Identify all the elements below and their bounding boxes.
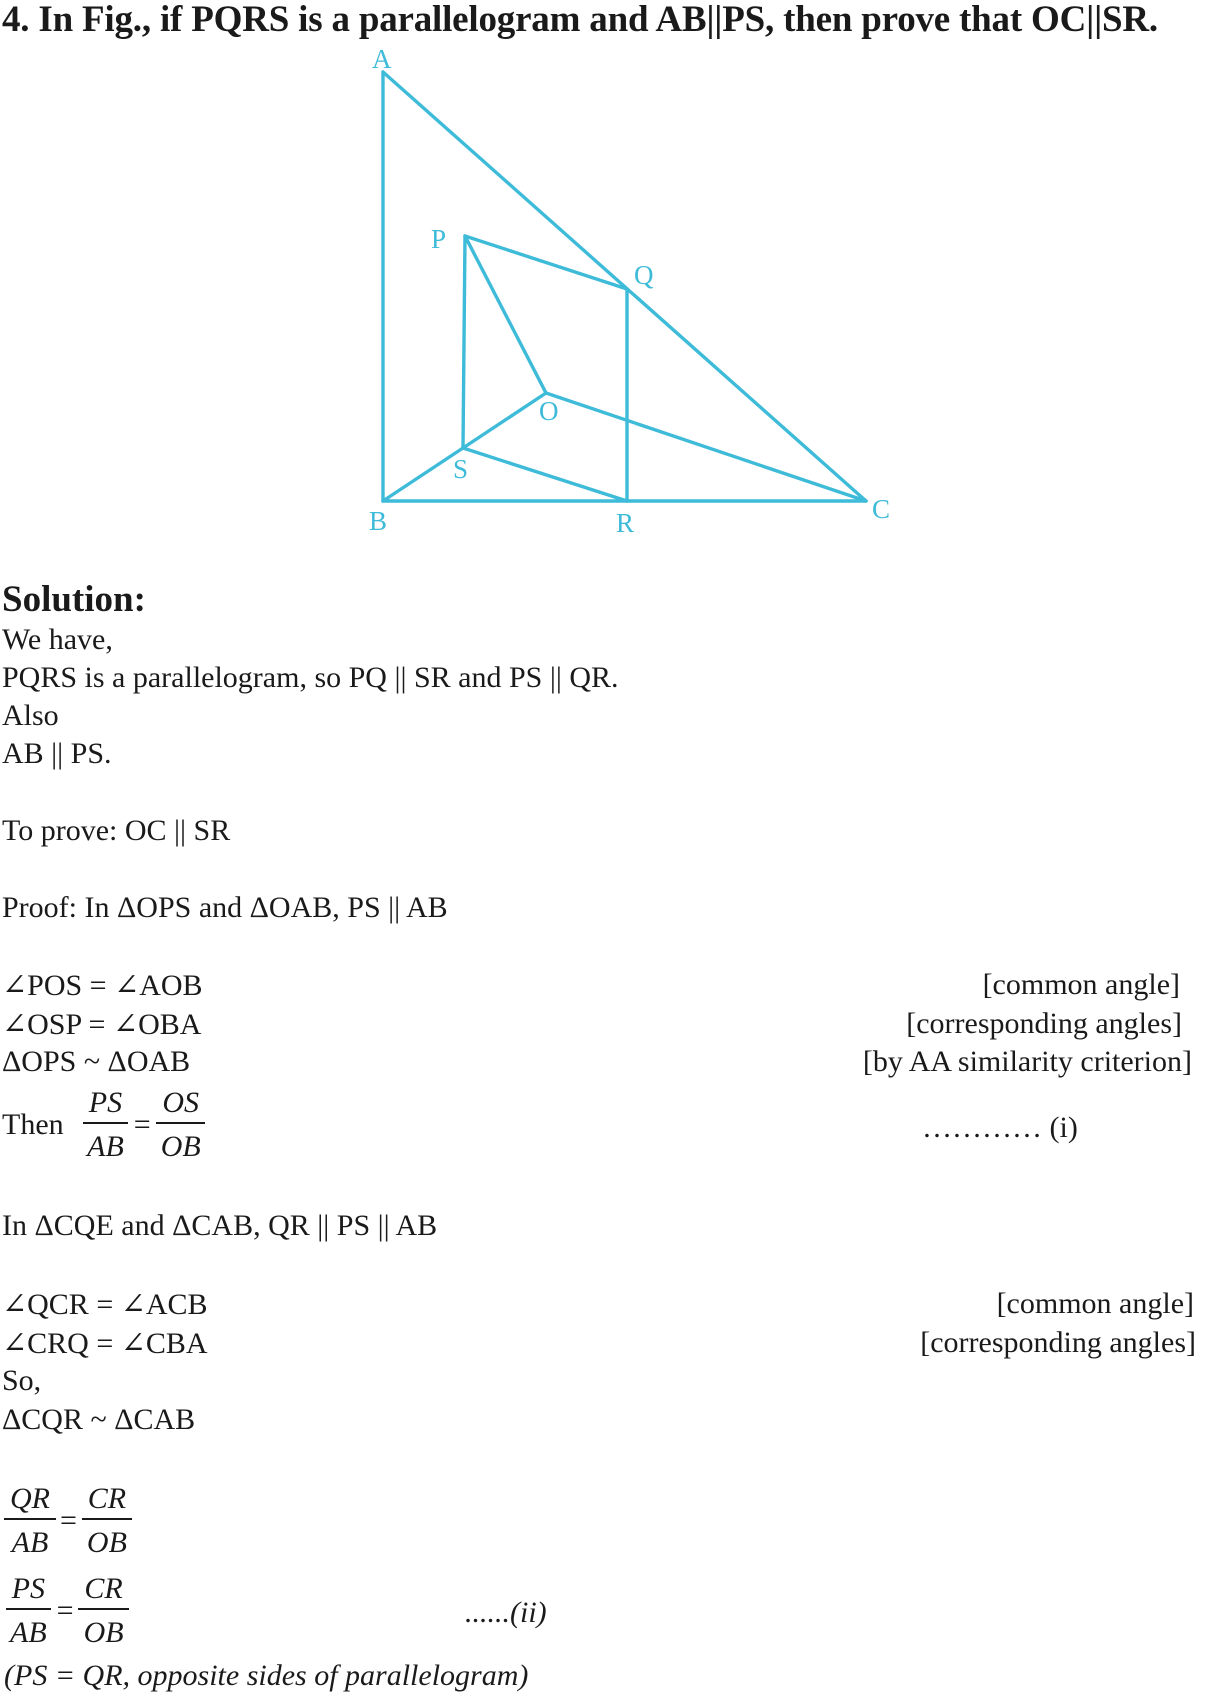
reason-common-angle-2: [common angle] [996, 1287, 1194, 1320]
label-c: C [872, 494, 891, 524]
statement-osp-oba: ∠OSP = ∠OBA [2, 1008, 202, 1041]
label-r: R [616, 508, 635, 538]
reason-corresponding-angles-2: [corresponding angles] [920, 1326, 1196, 1359]
label-a: A [372, 44, 392, 74]
label-s: S [453, 454, 469, 484]
equation-i: Then $\frac{PS}{AB}$ = $\frac{OS}{OB}$ [2, 1088, 207, 1162]
reason-corresponding-angles-1: [corresponding angles] [906, 1007, 1182, 1040]
fraction-qr-ab: $\frac{QR}{AB}$ [4, 1484, 56, 1558]
line-given-parallelogram: PQRS is a parallelogram, so PQ || SR and PS || QR. [2, 661, 619, 694]
statement-qcr-acb: ∠QCR = ∠ACB [2, 1288, 208, 1321]
label-q: Q [634, 260, 654, 290]
statement-ops-similar-oab: ΔOPS ~ ΔOAB [2, 1045, 191, 1078]
fraction-cr-ob-2: $\frac{CR}{OB}$ [78, 1574, 130, 1648]
equation-qr-ab: $\frac{QR}{AB}$ = $\frac{CR}{OB}$ [4, 1484, 133, 1558]
fraction-ps-ab-2: $\frac{PS}{AB}$ [4, 1574, 53, 1648]
reason-common-angle-1: [common angle] [982, 968, 1180, 1001]
label-b: B [369, 506, 388, 536]
statement-crq-cba: ∠CRQ = ∠CBA [2, 1327, 208, 1360]
solution-heading: Solution: [2, 579, 146, 620]
line-so: So, [2, 1364, 42, 1397]
segment-bs [383, 448, 463, 501]
label-p: P [431, 224, 447, 254]
equation-ps-ab: $\frac{PS}{AB}$ = $\frac{CR}{OB}$ [4, 1574, 130, 1648]
line-given-ab-ps: AB || PS. [2, 737, 112, 770]
statement-cqr-similar-cab: ΔCQR ~ ΔCAB [2, 1403, 196, 1436]
reason-aa-similarity: [by AA similarity criterion] [862, 1045, 1192, 1078]
line-part2-intro: In ΔCQE and ΔCAB, QR || PS || AB [2, 1209, 438, 1242]
line-also: Also [2, 699, 59, 732]
equation-tag-ii: ......(ii) [465, 1596, 547, 1629]
fraction-os-ob: $\frac{OS}{OB}$ [155, 1088, 207, 1162]
line-we-have: We have, [2, 623, 113, 656]
question-title: 4. In Fig., if PQRS is a parallelogram and AB||PS, then prove that OC||SR. [2, 0, 1158, 40]
fraction-ps-ab: $\frac{PS}{AB}$ [81, 1088, 130, 1162]
note-opposite-sides: (PS = QR, opposite sides of parallelogram) [4, 1659, 529, 1692]
segment-oc [546, 393, 866, 501]
then-label: Then [2, 1108, 64, 1141]
statement-pos-aob: ∠POS = ∠AOB [2, 969, 203, 1002]
label-o: O [539, 396, 559, 426]
segment-so [463, 393, 546, 448]
geometry-figure [0, 0, 1230, 560]
segment-sr [463, 448, 627, 501]
segment-ps [463, 236, 465, 448]
line-proof-intro: Proof: In ΔOPS and ΔOAB, PS || AB [2, 891, 448, 924]
fraction-cr-ob-1: $\frac{CR}{OB}$ [81, 1484, 133, 1558]
line-to-prove: To prove: OC || SR [2, 814, 231, 847]
equation-tag-i: ………… (i) [922, 1111, 1078, 1144]
